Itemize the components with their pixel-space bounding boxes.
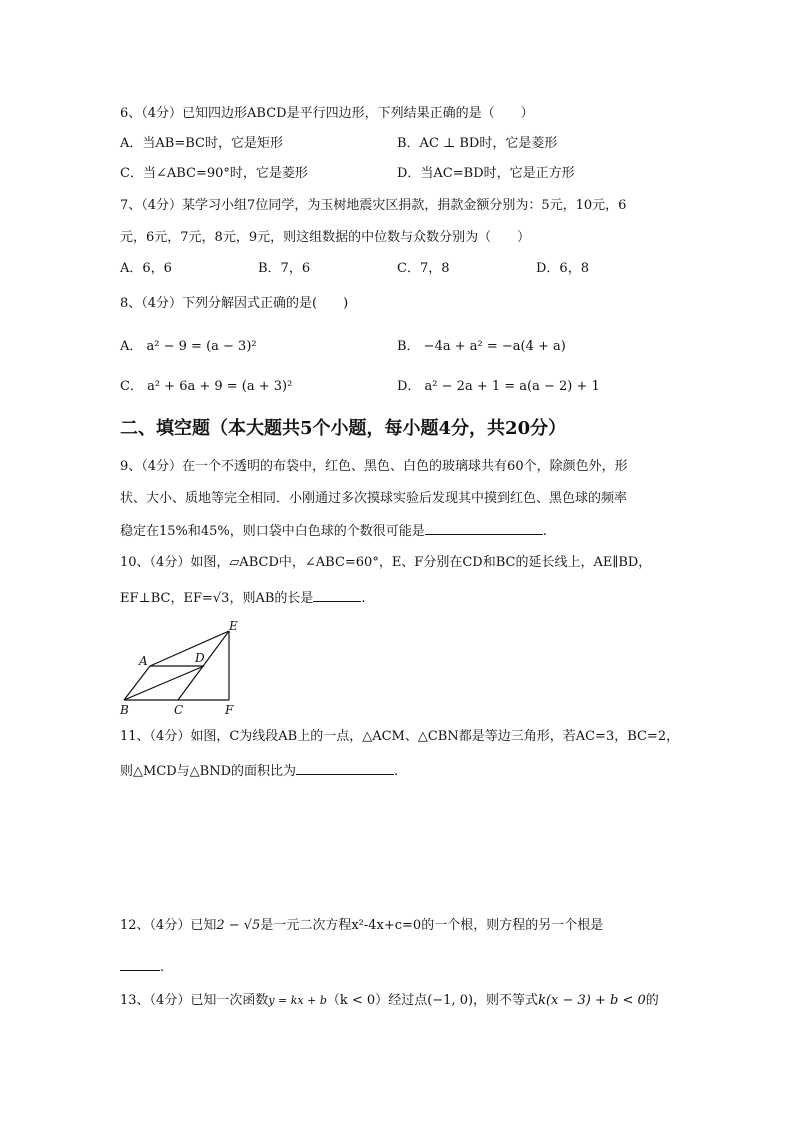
q8-option-a: A． a² − 9 = (a − 3)² bbox=[120, 339, 257, 354]
q13-inequality: k(x − 3) + b < 0 bbox=[538, 993, 646, 1008]
q11-line1: 11、（4分）如图，C为线段AB上的一点，△ACM、△CBN都是等边三角形，若AC=3，BC=2， bbox=[120, 729, 680, 744]
q11-line2 bbox=[120, 762, 398, 780]
q13-line1 bbox=[120, 993, 659, 1009]
q10-line1: 10、（4分）如图，▱ABCD中，∠ABC=60°，E、F分别在CD和BC的延长线上，AE∥BD， bbox=[120, 555, 652, 570]
q13-point: (−1, 0) bbox=[427, 993, 474, 1008]
q11-answer-blank[interactable] bbox=[296, 762, 394, 775]
q10-label-d: D bbox=[195, 651, 205, 665]
q13-start: 13、（4分）已知一次函数 bbox=[120, 993, 269, 1008]
q10-sqrt3: √3 bbox=[212, 591, 230, 606]
q10-line2-start: EF⊥BC，EF= bbox=[120, 591, 213, 606]
q10-line-bd bbox=[124, 666, 204, 700]
q7-option-c: C．7，8 bbox=[397, 261, 450, 276]
q10-period: . bbox=[361, 591, 366, 606]
q7-line2: 元，6元，7元，8元，9元，则这组数据的中位数与众数分别为（ ） bbox=[120, 230, 531, 245]
q6-option-b: B．AC ⊥ BD时，它是菱形 bbox=[397, 136, 558, 151]
q8-option-d: D． a² − 2a + 1 = a(a − 2) + 1 bbox=[397, 379, 600, 394]
q6-option-d: D．当AC=BD时，它是正方形 bbox=[397, 166, 575, 181]
q10-figure bbox=[112, 618, 252, 718]
q9-period: . bbox=[542, 524, 547, 539]
q10-line-ae bbox=[150, 631, 229, 666]
q10-label-b: B bbox=[120, 703, 129, 717]
q9-line2: 状、大小、质地等完全相同．小刚通过多次摸球实验后发现其中摸到红色、黑色球的频率 bbox=[120, 491, 628, 506]
q10-line2 bbox=[120, 589, 366, 607]
q7-line1: 7、（4分）某学习小组7位同学，为玉树地震灾区捐款，捐款金额分别为：5元，10元，6 bbox=[120, 198, 627, 213]
q12-line2 bbox=[120, 958, 164, 976]
q11-line2-text: 则△MCD与△BND的面积比为 bbox=[120, 764, 297, 779]
q13-then: ，则不等式 bbox=[473, 993, 539, 1008]
q11-period: . bbox=[394, 764, 399, 779]
q9-line3-text: 稳定在15%和45%，则口袋中白色球的个数很可能是 bbox=[120, 524, 425, 539]
q6-option-c: C．当∠ABC=90°时，它是菱形 bbox=[120, 166, 308, 181]
q13-end: 的 bbox=[645, 993, 659, 1008]
q10-label-a: A bbox=[139, 654, 148, 668]
q8-option-b: B． −4a + a² = −a(4 + a) bbox=[397, 339, 566, 354]
q10-line2-mid: ，则AB的长是 bbox=[229, 591, 314, 606]
q12-answer-blank[interactable] bbox=[120, 958, 160, 971]
q13-condition: （k < 0） bbox=[326, 993, 389, 1008]
q12-line1-end: 是一元二次方程x²-4x+c=0的一个根，则方程的另一个根是 bbox=[260, 918, 604, 933]
q9-answer-blank[interactable] bbox=[425, 522, 543, 535]
q7-option-a: A．6，6 bbox=[120, 261, 172, 276]
q13-passes: 经过点 bbox=[388, 993, 428, 1008]
q9-line3 bbox=[120, 522, 547, 540]
q12-period: . bbox=[160, 960, 165, 975]
q10-answer-blank[interactable] bbox=[313, 589, 361, 602]
q6-option-a: A．当AB=BC时，它是矩形 bbox=[120, 136, 283, 151]
q13-function: y = kx + b bbox=[268, 994, 327, 1007]
q7-option-b: B．7，6 bbox=[258, 261, 311, 276]
q6-stem: 6、（4分）已知四边形ABCD是平行四边形，下列结果正确的是（ ） bbox=[120, 106, 534, 121]
q10-label-c: C bbox=[174, 703, 184, 717]
q12-line1 bbox=[120, 918, 603, 934]
section-2-header: 二、填空题（本大题共5个小题，每小题4分，共20分） bbox=[120, 418, 567, 439]
q10-label-f: F bbox=[225, 703, 234, 717]
q8-option-c: C． a² + 6a + 9 = (a + 3)² bbox=[120, 379, 293, 394]
q12-root-expr: 2 − √5 bbox=[216, 918, 261, 933]
q8-stem: 8、（4分）下列分解因式正确的是( ) bbox=[120, 296, 349, 311]
q7-option-d: D．6，8 bbox=[536, 261, 589, 276]
q10-label-e: E bbox=[229, 619, 238, 633]
q9-line1: 9、（4分）在一个不透明的布袋中，红色、黑色、白色的玻璃球共有60个，除颜色外，形 bbox=[120, 459, 628, 474]
q12-line1-start: 12、（4分）已知 bbox=[120, 918, 217, 933]
